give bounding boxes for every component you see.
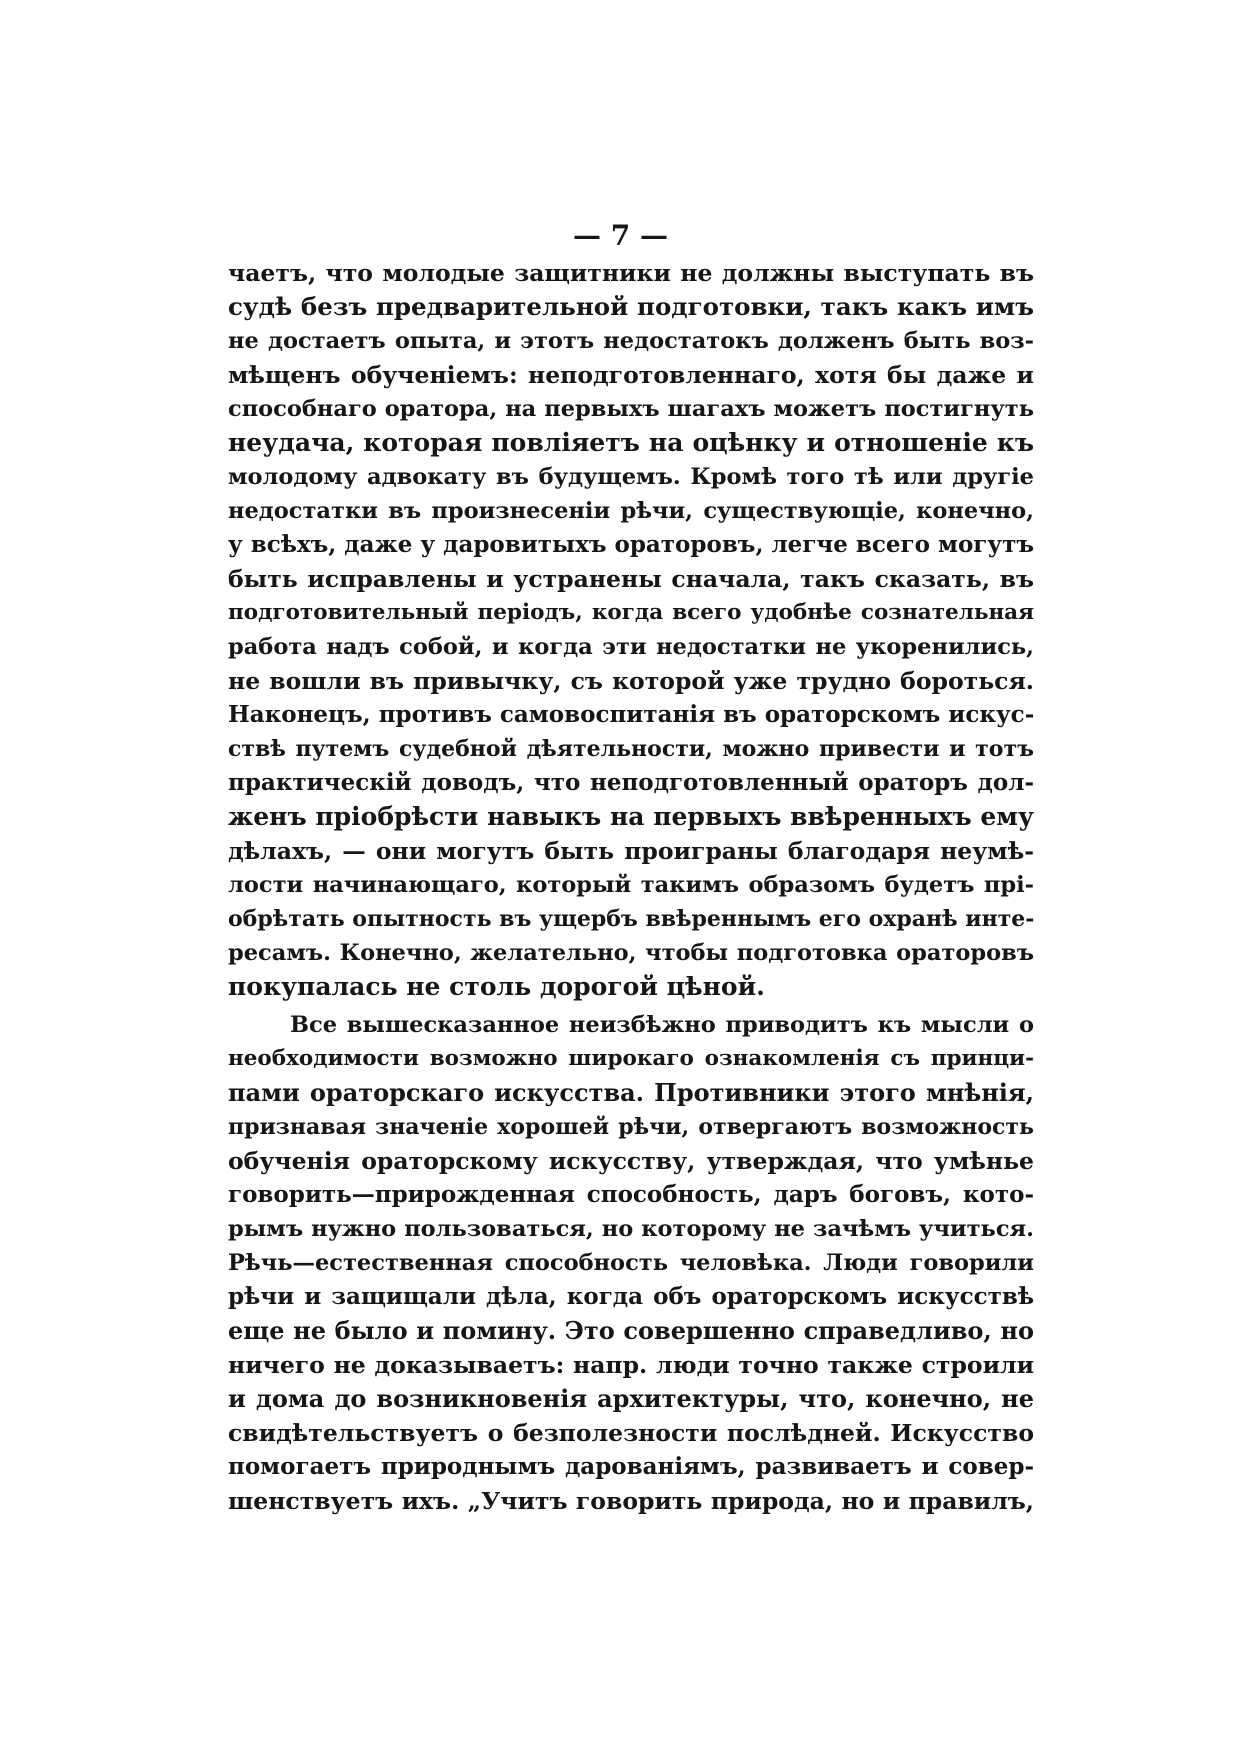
- text-line: молодому адвокату въ будущемъ. Кромѣ того тѣ или другіе: [228, 464, 1034, 490]
- text-line: не достаетъ опыта, и этотъ недостатокъ долженъ быть воз-: [228, 328, 1034, 354]
- paragraph-first-line: Все вышесказанное неизбѣжно приводитъ къ мысли о: [290, 1012, 1034, 1038]
- text-line: ствѣ путемъ судебной дѣятельности, можно привести и тотъ: [228, 736, 1034, 762]
- text-line: еще не было и помину. Это совершенно справедливо, но: [228, 1316, 1034, 1345]
- text-line: лости начинающаго, который такимъ образомъ будетъ прі-: [228, 872, 1034, 898]
- text-line: мѣщенъ обученіемъ: неподготовленнаго, хотя бы даже и: [228, 361, 1034, 389]
- text-line: обученія ораторскому искусству, утверждая, что умѣнье: [228, 1147, 1034, 1175]
- text-line: Наконецъ, противъ самовоспитанія въ ораторскомъ искус-: [228, 701, 1035, 728]
- text-line: чаетъ, что молодые защитники не должны выступать въ: [228, 259, 1034, 287]
- text-line: рымъ нужно пользоваться, но которому не зачѣмъ учиться.: [228, 1216, 1034, 1242]
- text-line: признавая значеніе хорошей рѣчи, отвергаютъ возможность: [228, 1114, 1034, 1140]
- text-line: помогаетъ природнымъ дарованіямъ, развиваетъ и совер-: [228, 1453, 1034, 1480]
- text-line: работа надъ собой, и когда эти недостатки не укоренились,: [228, 634, 1034, 660]
- text-line: судѣ безъ предварительной подготовки, такъ какъ имъ: [228, 292, 1034, 321]
- text-line: покупалась не столь дорогой цѣной.: [228, 972, 765, 1001]
- text-line: пами ораторскаго искусства. Противники этого мнѣнія,: [228, 1078, 1034, 1107]
- text-line: женъ пріобрѣсти навыкъ на первыхъ ввѣренныхъ ему: [228, 802, 1034, 831]
- text-line: недостатки въ произнесеніи рѣчи, существующіе, конечно,: [228, 498, 1034, 524]
- text-line: ресамъ. Конечно, желательно, чтобы подготовка ораторовъ: [228, 940, 1034, 966]
- text-line: подготовительный періодъ, когда всего удобнѣе сознательная: [228, 600, 1034, 625]
- text-line: рѣчи и защищали дѣла, когда объ ораторскомъ искусствѣ: [228, 1283, 1034, 1310]
- text-line: неудача, которая повліяетъ на оцѣнку и отношеніе къ: [228, 428, 1034, 457]
- text-line: практическій доводъ, что неподготовленный ораторъ дол-: [228, 769, 1034, 796]
- text-line: ничего не доказываетъ: напр. люди точно также строили: [228, 1351, 1034, 1379]
- text-line: дѣлахъ, — они могутъ быть проиграны благодаря неумѣ-: [228, 837, 1034, 865]
- text-line: у всѣхъ, даже у даровитыхъ ораторовъ, легче всего могутъ: [228, 531, 1034, 558]
- text-line: необходимости возможно широкаго ознакомленія съ принци-: [228, 1046, 1034, 1071]
- text-line: способнаго оратора, на первыхъ шагахъ можетъ постигнуть: [228, 396, 1034, 422]
- text-line: быть исправлены и устранены сначала, такъ сказать, въ: [228, 565, 1034, 593]
- text-line: шенствуетъ ихъ. „Учитъ говорить природа, но и правилъ,: [228, 1487, 1034, 1515]
- text-line: обрѣтать опытность въ ущербъ ввѣреннымъ его охранѣ инте-: [228, 906, 1035, 932]
- text-line: говорить—прирожденная способность, даръ боговъ, кото-: [228, 1181, 1034, 1208]
- text-line: и дома до возникновенія архитектуры, что, конечно, не: [228, 1384, 1034, 1413]
- page-number: — 7 —: [573, 219, 668, 252]
- text-line: не вошли въ привычку, съ которой уже трудно бороться.: [228, 667, 1034, 695]
- text-line: Рѣчь—естественная способность человѣка. Люди говорили: [228, 1250, 1034, 1276]
- text-line: свидѣтельствуетъ о безполезности послѣдней. Искусство: [228, 1419, 1034, 1447]
